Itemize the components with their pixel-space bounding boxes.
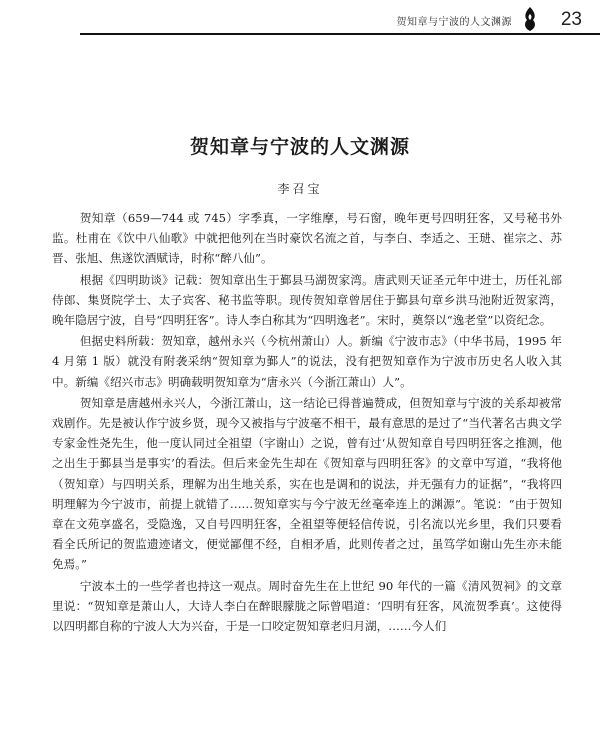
header-rule: [80, 33, 600, 35]
running-header: [0, 0, 600, 44]
ornament-icon: [522, 6, 538, 32]
paragraph: 根据《四明助谈》记载：贺知章出生于鄞县马湖贺家湾。唐武则天证圣元年中进士，历任礼部侍郎、集贤院学士、太子宾客、秘书监等职。现传贺知章曾居住于鄞县句章乡洪马池附近贺家湾，晚年隐居宁波，自号“四明狂客”。诗人李白称其为“四明逸老”。宋时，奠祭以“逸老堂”以资纪念。: [52, 272, 562, 328]
paragraph: 宁波本土的一些学者也持这一观点。周时奋先生在上世纪 90 年代的一篇《清风贺祠》的文章里说：“贺知章是萧山人，大诗人李白在醉眼朦胧之际曾唱道：‘四明有狂客，风流贺季真’。这使得以四明都自称的宁波人大为兴奋，于是一口咬定贺知章老归月湖，……今人们: [52, 578, 562, 634]
paragraph: 贺知章（659—744 或 745）字季真，一字维摩，号石窗，晚年更号四明狂客，又号秘书外监。杜甫在《饮中八仙歌》中就把他列在当时豪饮名流之首，与李白、李适之、王琎、崔宗之、苏晋、张旭、焦遂饮酒赋诗，时称“醉八仙”。: [52, 211, 562, 266]
paragraph: 贺知章是唐越州永兴人，今浙江萧山，这一结论已得普遍赞成，但贺知章与宁波的关系却被常戏剧作。先是被认作宁波乡贤，现今又被指与宁波毫不相干，最有意思的是过了“当代著名古典文学专家金性尧先生，他一度认同过全祖望（字谢山）之说，曾有过‘从贺知章自号四明狂客之推测，他之出生于鄞县当是事实’的看法。但后来金先生却在《贺知章与四明狂客》的文章中写道，“我将他（贺知章）与四明关系，理解为出生地关系，实在也是调和的说法，并无强有力的证据”，“我将四明理解为今宁波市，前提上就错了……贺知章实与今宁波无丝毫牵连上的渊源”。笔说：“由于贺知章在文苑享盛名，受隐逸，又自号四明狂客，全祖望等便轻信传说，引名流以光乡里，我们只要看看全氏所记的贺监遗迹诸文，便觉鄙俚不经，自相矛盾，此则传者之过，虽笃学如谢山先生亦未能免焉。”: [52, 395, 562, 572]
article-title: 贺知章与宁波的人文渊源: [189, 136, 410, 158]
author-name: 李召宝: [277, 182, 323, 196]
article-body: [52, 208, 562, 637]
paragraph: 但据史料所载：贺知章，越州永兴（今杭州萧山）人。新编《宁波市志》（中华书局，1995 年 4 月第 1 版）就没有附袭采纳“贺知章为鄞人”的说法，没有把贺知章作为宁波市历史名人收入其中。新编《绍兴市志》明确载明贺知章为“唐永兴（今浙江萧山）人”。: [52, 334, 562, 389]
page-number: 23: [560, 9, 582, 30]
running-title: 贺知章与宁波的人文渊源: [396, 17, 512, 28]
